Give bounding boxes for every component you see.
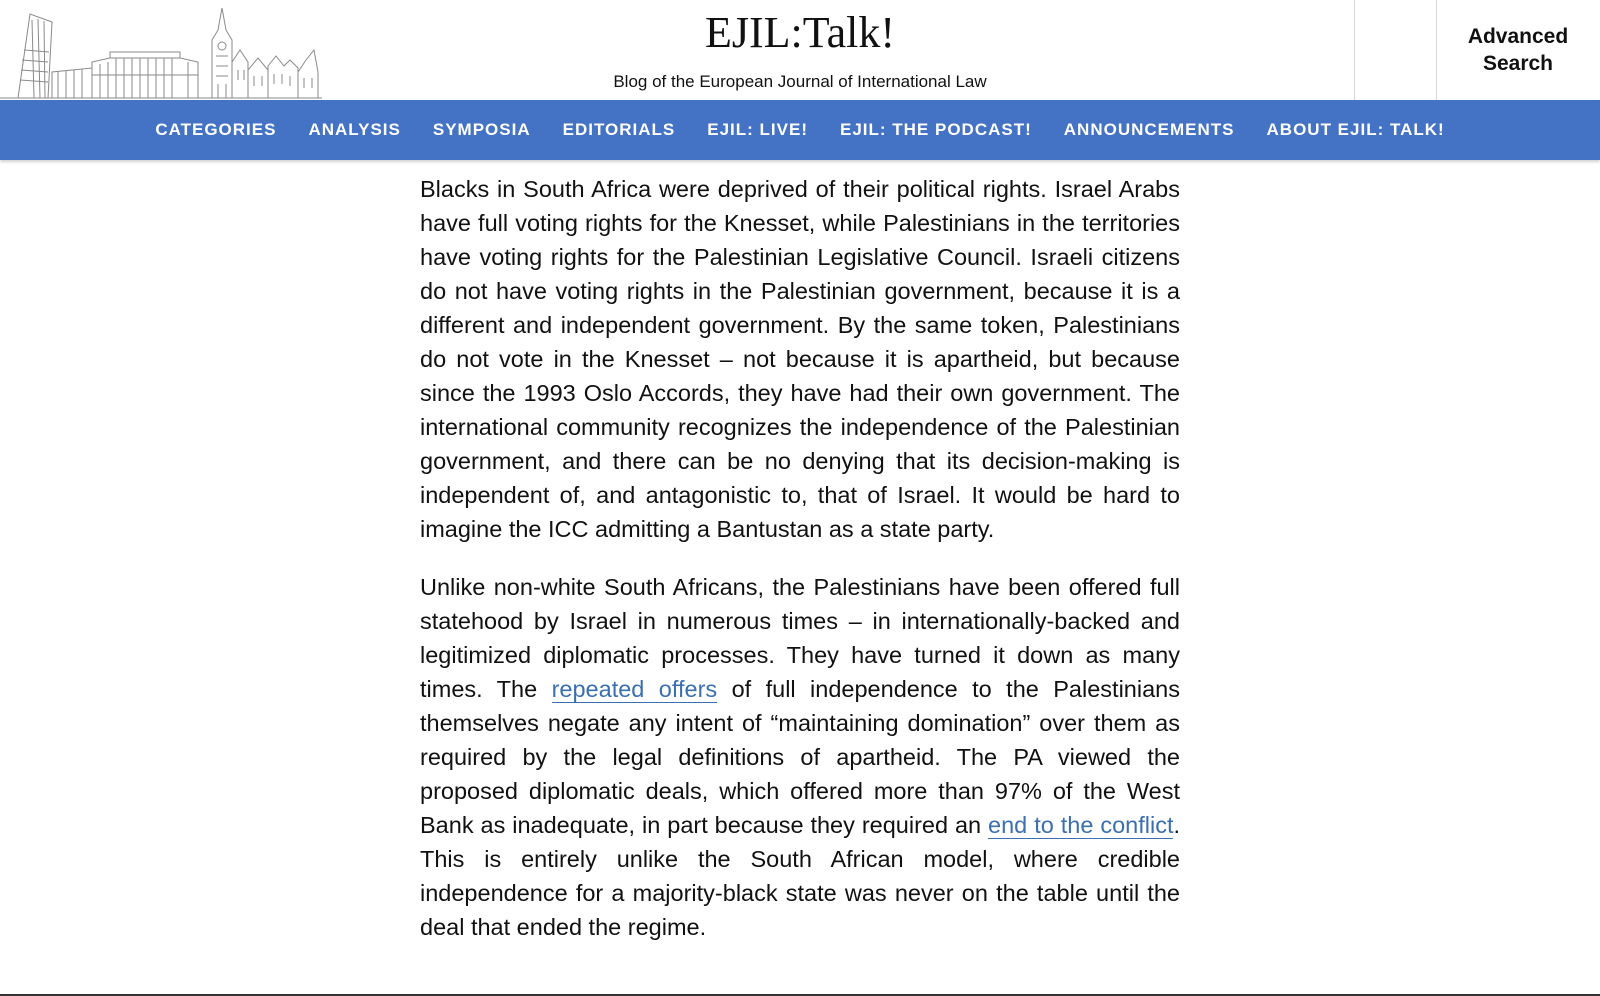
paragraph-text: Unlike non-white South Africans, the Palestinians have been offered full statehood by Israel in numerous times – in internationally-backed and legitimized diplomatic processes. They have turned it down as many times. The — [420, 574, 1180, 702]
nav-item-editorials[interactable]: EDITORIALS — [562, 120, 676, 139]
site-header — [0, 0, 1600, 100]
advanced-search-label-line2: Search — [1482, 52, 1554, 75]
advanced-search-button[interactable] — [1436, 0, 1600, 100]
article-paragraph: Blacks in South Africa were deprived of their political rights. Israel Arabs have full voting rights for the Knesset, while Palestinians in the territories have voting rights for the Palestinian Legislative Council. Israeli citizens do not have voting rights in the Palestinian government, because it is a different and independent government. By the same token, Palestinians do not vote in the Knesset – not because it is apartheid, but because since the 1993 Oslo Accords, they have had their own government. The international community recognizes the independence of the Palestinian government, and there can be no denying that its decision-making is independent of, and antagonistic to, that of Israel. It would be hard to imagine the ICC admitting a Bantustan as a state party. — [420, 176, 1180, 542]
paragraph-text: . This is entirely unlike the South African model, where credible independence for a majority-black state was never on the table until the deal that ended the regime. — [420, 812, 1180, 940]
site-title[interactable]: EJIL:Talk! — [705, 8, 895, 57]
main-navigation — [0, 100, 1600, 160]
nav-item-analysis[interactable]: ANALYSIS — [308, 120, 401, 139]
repeated-offers-link[interactable]: repeated offers — [551, 676, 718, 702]
nav-item-ejil-podcast[interactable]: EJIL: THE PODCAST! — [839, 120, 1032, 139]
nav-item-symposia[interactable]: SYMPOSIA — [432, 120, 531, 139]
advanced-search-label-line1: Advanced — [1467, 25, 1569, 48]
site-tagline: Blog of the European Journal of International Law — [613, 72, 987, 91]
end-to-the-conflict-link[interactable]: end to the conflict — [988, 812, 1174, 838]
nav-item-about[interactable]: ABOUT EJIL: TALK! — [1266, 120, 1445, 139]
article-paragraph — [420, 570, 1180, 944]
article-body — [420, 172, 1180, 968]
cityscape-illustration — [0, 0, 322, 100]
nav-item-categories[interactable]: CATEGORIES — [155, 120, 277, 139]
paragraph-text: of full independence to the Palestinians themselves negate any intent of “maintaining domination” over them as required by the legal definitions of apartheid. The PA viewed the proposed diplomatic deals, which offered more than 97% of the West Bank as inadequate, in part because they required an — [420, 676, 1180, 838]
nav-item-announcements[interactable]: ANNOUNCEMENTS — [1063, 120, 1235, 139]
nav-item-ejil-live[interactable]: EJIL: LIVE! — [707, 120, 808, 139]
header-divider — [1354, 0, 1355, 100]
